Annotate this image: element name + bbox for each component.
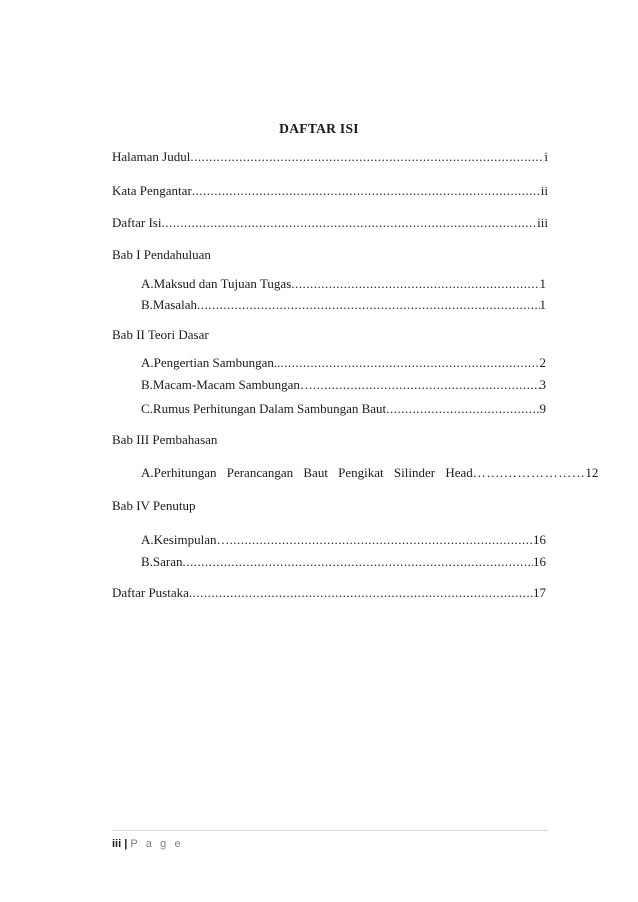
page-footer xyxy=(112,837,183,851)
toc-entry-label: Masalah xyxy=(152,297,197,312)
toc-entry-masalah[interactable] xyxy=(141,297,546,313)
toc-entry-kata-pengantar[interactable] xyxy=(112,183,548,199)
toc-entry-label: Macam-Macam Sambungan… xyxy=(152,377,313,392)
leader-dots xyxy=(189,585,533,601)
toc-entry-page: i xyxy=(544,149,548,164)
toc-entry-label: Pengertian Sambungan.. xyxy=(153,355,281,370)
toc-entry-page: 12 xyxy=(585,465,599,480)
leader-dots xyxy=(229,532,533,548)
toc-entry-label: Halaman Judul xyxy=(112,149,191,164)
toc-entry-page: iii xyxy=(537,215,548,230)
item-letter: A. xyxy=(141,276,154,291)
toc-entry-label: Saran xyxy=(152,554,183,569)
toc-entry-page: 1 xyxy=(539,297,546,312)
toc-entry-page: 3 xyxy=(539,377,546,392)
item-letter: B. xyxy=(141,554,153,569)
chapter-heading-bab-1[interactable]: Bab I Pendahuluan xyxy=(112,247,211,262)
toc-entry-page: 9 xyxy=(539,401,546,416)
chapter-heading-bab-2[interactable]: Bab II Teori Dasar xyxy=(112,327,209,342)
toc-entry-label: Daftar Isi xyxy=(112,215,162,230)
toc-entry-page: 16 xyxy=(533,532,546,547)
chapter-heading-bab-3[interactable]: Bab III Pembahasan xyxy=(112,432,218,447)
item-letter: A. xyxy=(141,532,154,547)
toc-entry-page: 17 xyxy=(533,585,546,600)
item-letter: A. xyxy=(141,355,154,370)
leader-dots xyxy=(291,276,539,292)
footer-separator: | xyxy=(124,838,128,850)
toc-entry-saran[interactable] xyxy=(141,554,546,570)
toc-entry-daftar-isi[interactable] xyxy=(112,215,548,231)
toc-entry-rumus-perhitungan[interactable] xyxy=(141,401,546,417)
toc-entry-kesimpulan[interactable] xyxy=(141,532,546,548)
leader-dots xyxy=(161,215,537,231)
footer-page-number: iii xyxy=(112,838,122,850)
toc-entry-page: 2 xyxy=(539,355,546,370)
item-letter: C. xyxy=(141,401,153,416)
toc-entry-label: Kata Pengantar xyxy=(112,183,192,198)
toc-entry-page: 16 xyxy=(533,554,546,569)
toc-entry-macam-sambungan[interactable] xyxy=(141,377,546,393)
leader-dots xyxy=(280,355,539,371)
toc-entry-pengertian-sambungan[interactable] xyxy=(141,355,546,371)
toc-entry-label: Rumus Perhitungan Dalam Sambungan Baut xyxy=(152,401,387,416)
leader-dots xyxy=(313,377,540,393)
leader-dots xyxy=(386,401,539,417)
page-title: DAFTAR ISI xyxy=(279,121,359,136)
footer-page-word: P a g e xyxy=(130,838,184,850)
leader-dots xyxy=(197,297,540,313)
toc-entry-perhitungan-perancangan[interactable] xyxy=(141,465,599,481)
toc-entry-page: ii xyxy=(540,183,548,198)
toc-entry-page: 1 xyxy=(539,276,546,291)
footer-divider xyxy=(112,830,548,831)
leader-dots xyxy=(192,183,541,199)
toc-entry-label: Perhitungan Perancangan Baut Pengikat Silinder Head xyxy=(153,465,473,480)
leader-dots xyxy=(183,554,533,570)
toc-entry-daftar-pustaka[interactable] xyxy=(112,585,546,601)
item-letter: B. xyxy=(141,377,153,392)
toc-entry-label: Daftar Pustaka xyxy=(112,585,189,600)
toc-entry-label: Maksud dan Tujuan Tugas xyxy=(153,276,292,291)
toc-entry-label: Kesimpulan… xyxy=(153,532,230,547)
chapter-heading-bab-4[interactable]: Bab IV Penutup xyxy=(112,498,196,513)
leader-dots xyxy=(473,465,586,481)
item-letter: B. xyxy=(141,297,153,312)
item-letter: A. xyxy=(141,465,154,480)
toc-entry-halaman-judul[interactable] xyxy=(112,149,548,165)
leader-dots xyxy=(190,149,544,165)
toc-entry-maksud-tujuan[interactable] xyxy=(141,276,546,292)
